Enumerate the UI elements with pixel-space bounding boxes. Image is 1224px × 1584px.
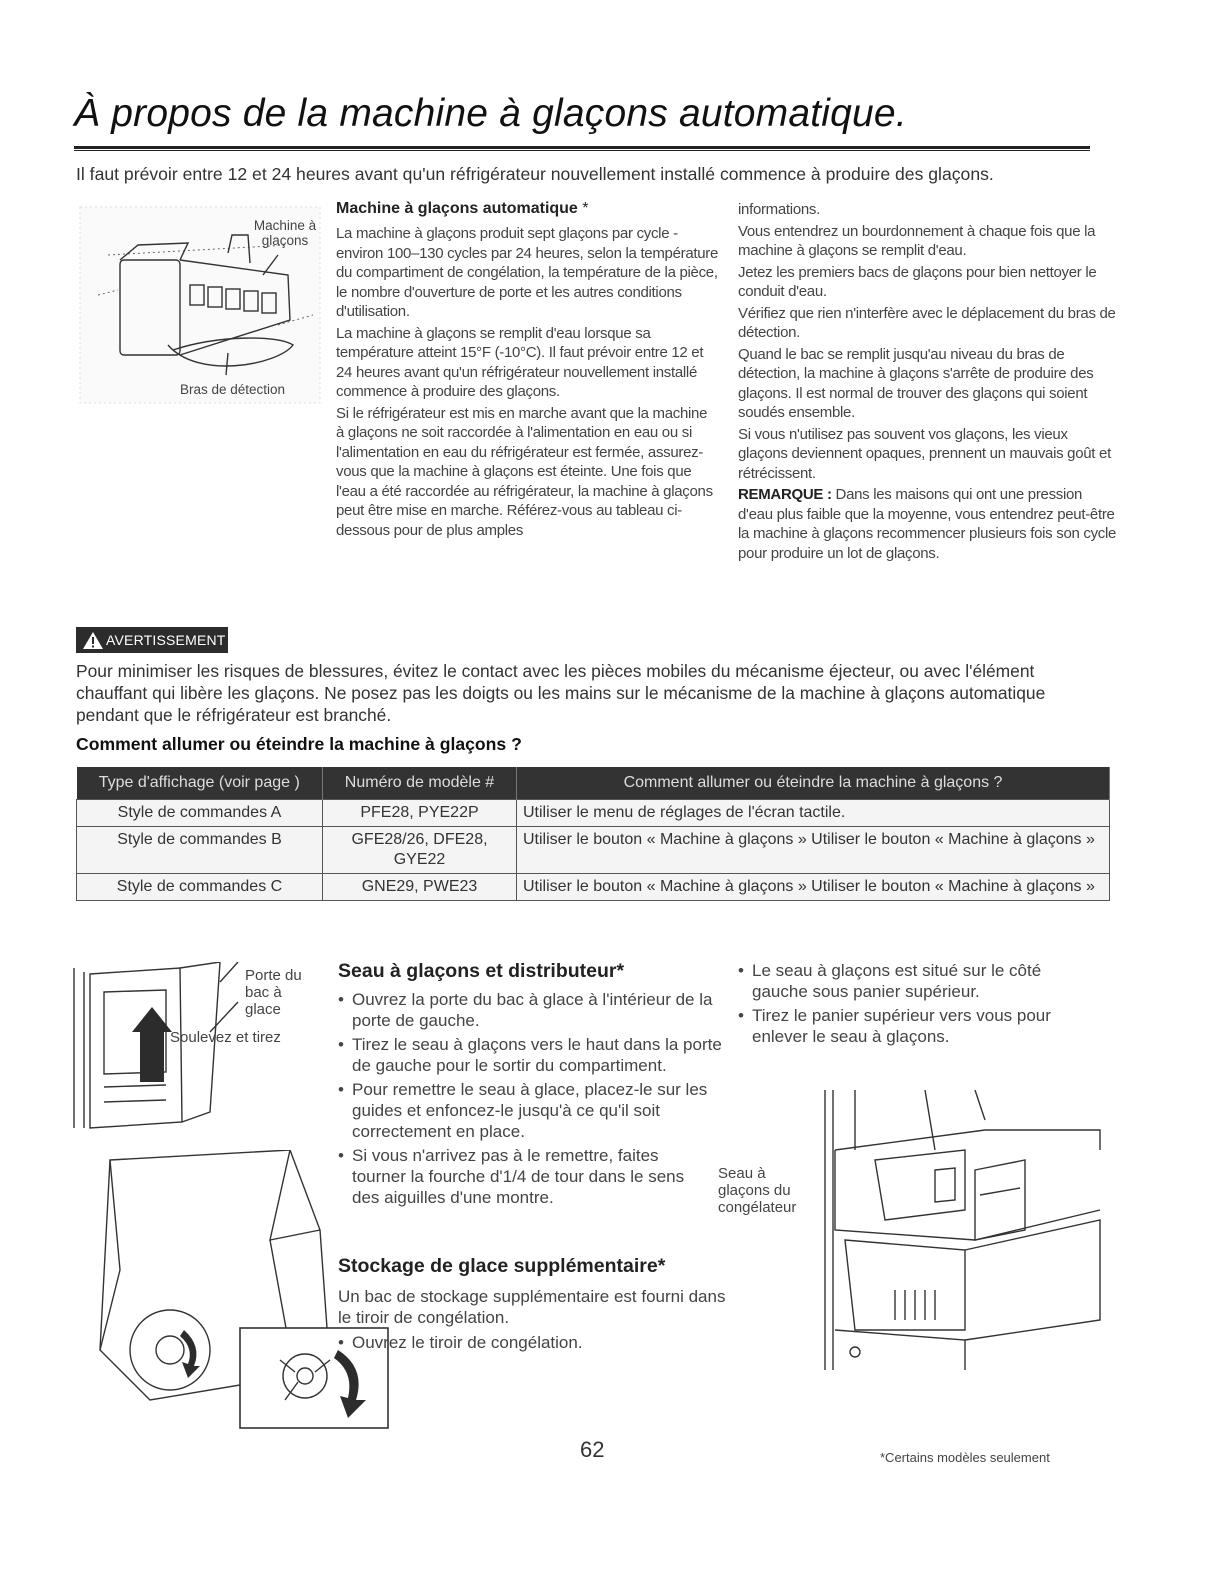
auto-p6: Jetez les premiers bacs de glaçons pour bien nettoyer le conduit d'eau. (738, 263, 1097, 300)
label-bras-de-detection: Bras de détection (180, 382, 286, 397)
auto-p1: La machine à glaçons produit sept glaçons par cycle - environ 100–130 cycles par 24 heures, selon la température du compartiment de congélation, la température de la pièce, le nombre d'ouverture de porte et les autres conditions d'utilisation. (336, 225, 719, 320)
table-row: Style de commandes C GNE29, PWE23 Utiliser le bouton « Machine à glaçons » Utiliser le bouton « Machine à glaçons » (77, 873, 1110, 900)
auto-p7: Vérifiez que rien n'interfère avec le déplacement du bras de détection. (738, 304, 1116, 341)
extra-storage-section (338, 1255, 728, 1356)
list-item: • Ouvrez la porte du bac à glace à l'intérieur de la porte de gauche. (338, 989, 728, 1031)
auto-p5: Vous entendrez un bourdonnement à chaque fois que la machine à glaçons se remplit d'eau. (738, 222, 1096, 259)
table-row: Style de commandes A PFE28, PYE22P Utiliser le menu de réglages de l'écran tactile. (77, 799, 1110, 826)
auto-ice-maker-section (336, 200, 718, 542)
extra-storage-text: Un bac de stockage supplémentaire est fourni dans le tiroir de congélation. (338, 1287, 726, 1327)
auto-p2: La machine à glaçons se remplit d'eau lorsque sa température atteint 15°F (-10°C). Il faut prévoir entre 12 et 24 heures avant qu'un réfrigérateur nouvellement installé commence à produire des glaçons. (336, 324, 704, 400)
table-header-row (77, 767, 1110, 799)
ice-bucket-section (338, 960, 728, 1211)
label-porte-du-bac: Porte du bac à glace (245, 967, 302, 1018)
auto-p9: Si vous n'utilisez pas souvent vos glaçons, les vieux glaçons deviennent opaques, prennent un mauvais goût et rétrécissent. (738, 425, 1111, 482)
list-item: • Tirez le panier supérieur vers vous pour enlever le seau à glaçons. (738, 1005, 1098, 1047)
auto-p8: Quand le bac se remplit jusqu'au niveau du bras de détection, la machine à glaçons s'arrête de produire des glaçons. Il est normal de trouver des glaçons qui soient soudés ensemble. (738, 345, 1094, 421)
table-header: Type d'affichage (voir page ) (77, 767, 323, 799)
title-rule (74, 146, 1090, 149)
warning-badge: AVERTISSEMENT (76, 627, 228, 653)
ice-bucket-heading: Seau à glaçons et distributeur* (338, 960, 625, 982)
table-header: Comment allumer ou éteindre la machine à glaçons ? (517, 767, 1110, 799)
footnote: *Certains modèles seulement (880, 1450, 1050, 1465)
list-item: • Le seau à glaçons est situé sur le côté gauche sous panier supérieur. (738, 960, 1098, 1002)
auto-section-heading: Machine à glaçons automatique * (336, 200, 589, 217)
label-soulevez-et-tirez: Soulevez et tirez (170, 1029, 281, 1046)
extra-storage-heading: Stockage de glace supplémentaire* (338, 1255, 666, 1277)
list-item: • Pour remettre le seau à glace, placez-le sur les guides et enfoncez-le jusqu'à ce qu'il soit correctement en place. (338, 1079, 718, 1142)
warning-text: Pour minimiser les risques de blessures, évitez le contact avec les pièces mobiles du mécanisme éjecteur, ou avec l'élément chauffant qui libère les glaçons. Ne posez pas les doigts ou les mains sur le mécanisme de la machine à glaçons automatique pendant que le réfrigérateur est branché. (76, 661, 1046, 725)
title-rule-thin (74, 150, 1090, 151)
warning-icon (82, 631, 104, 650)
howto-heading: Comment allumer ou éteindre la machine à glaçons ? (76, 734, 522, 754)
label-seau-a-glacons: Seau à glaçons du congélateur (718, 1165, 797, 1216)
freezer-drawer-illustration (815, 1090, 1105, 1380)
list-item: • Si vous n'arrivez pas à le remettre, faites tourner la fourche d'1/4 de tour dans le sens des aiguilles d'une montre. (338, 1145, 703, 1208)
list-item: • Tirez le seau à glaçons vers le haut dans la porte de gauche pour le sortir du compartiment. (338, 1034, 728, 1076)
list-item: • Ouvrez le tiroir de congélation. (338, 1332, 728, 1353)
control-style-table (76, 767, 1110, 901)
auto-p4: informations. (738, 201, 820, 218)
table-header: Numéro de modèle # (323, 767, 517, 799)
intro-text: Il faut prévoir entre 12 et 24 heures avant qu'un réfrigérateur nouvellement installé commence à produire des glaçons. (76, 164, 994, 184)
auto-p3: Si le réfrigérateur est mis en marche avant que la machine à glaçons ne soit raccordée à l'alimentation en eau ou si l'alimentation en eau du réfrigérateur est fermée, assurez-vous que la machine à glaçons est éteinte. Une fois que l'eau a été raccordée au réfrigérateur, la machine à glaçons peut être mise en marche. Référez-vous au tableau ci-dessous pour de plus amples (336, 404, 713, 539)
page-number: 62 (580, 1437, 605, 1462)
auto-remark: REMARQUE : Dans les maisons qui ont une pression d'eau plus faible que la moyenne, vous entendrez peut-être la machine à glaçons recommencer plusieurs fois son cycle pour produire un lot de glaçons. (738, 486, 1117, 562)
auto-ice-maker-section-cont (738, 200, 1118, 565)
table-row: Style de commandes B GFE28/26, DFE28, GYE22 Utiliser le bouton « Machine à glaçons » Utiliser le bouton « Machine à glaçons » (77, 826, 1110, 873)
label-machine-a-glacons: Machine à glaçons (253, 218, 317, 248)
freezer-bucket-notes (738, 960, 1098, 1050)
page-title: À propos de la machine à glaçons automatique. (74, 92, 907, 135)
